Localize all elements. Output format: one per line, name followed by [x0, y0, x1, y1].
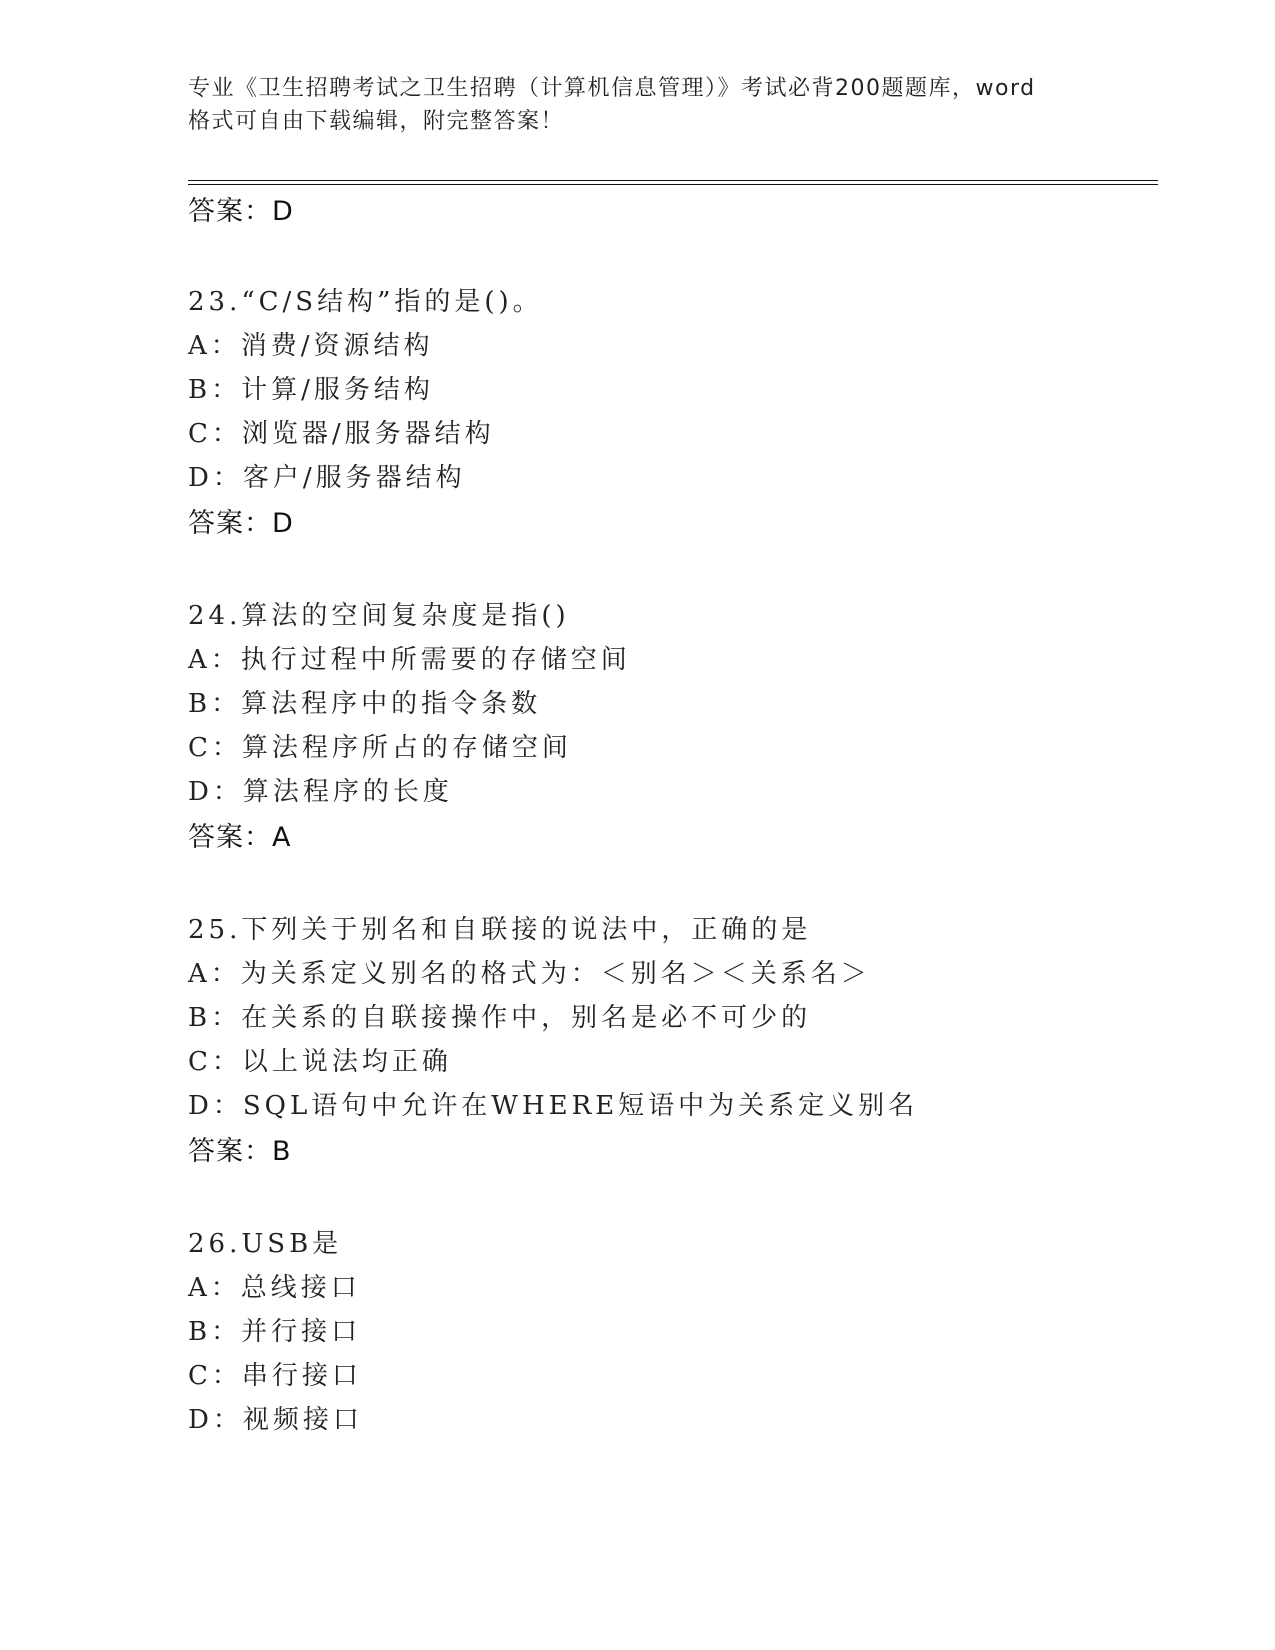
- question-24-answer: 答案：A: [188, 822, 292, 853]
- question-23-stem: 23.“C/S结构”指的是()。: [188, 287, 543, 317]
- question-23-option-c: C：浏览器/服务器结构: [188, 419, 495, 449]
- header-divider-top: [188, 180, 1158, 181]
- question-25-option-b: B：在关系的自联接操作中，别名是必不可少的: [188, 1003, 812, 1033]
- question-24-stem: 24.算法的空间复杂度是指(): [188, 601, 570, 631]
- question-25-answer: 答案：B: [188, 1136, 292, 1167]
- answer-prev: 答案：D: [188, 196, 294, 227]
- question-23-option-a: A：消费/资源结构: [188, 331, 434, 361]
- header-line-2: 格式可自由下载编辑，附完整答案！: [188, 109, 565, 134]
- question-25-option-a: A：为关系定义别名的格式为：＜别名＞＜关系名＞: [188, 959, 871, 989]
- question-26-option-a: A：总线接口: [188, 1273, 361, 1303]
- question-24-option-d: D：算法程序的长度: [188, 777, 453, 807]
- question-23-option-b: B：计算/服务结构: [188, 375, 434, 405]
- question-26-option-b: B：并行接口: [188, 1317, 362, 1347]
- question-25-stem: 25.下列关于别名和自联接的说法中，正确的是: [188, 915, 812, 945]
- question-26-option-c: C：串行接口: [188, 1361, 362, 1391]
- header-line-1: 专业《卫生招聘考试之卫生招聘（计算机信息管理）》考试必背200题题库，word: [188, 76, 1036, 101]
- question-26-stem: 26.USB是: [188, 1229, 343, 1259]
- question-24-option-b: B：算法程序中的指令条数: [188, 689, 542, 719]
- question-23-answer: 答案：D: [188, 508, 294, 539]
- question-25-option-c: C：以上说法均正确: [188, 1047, 452, 1077]
- question-23-option-d: D：客户/服务器结构: [188, 463, 466, 493]
- question-24-option-a: A：执行过程中所需要的存储空间: [188, 645, 631, 675]
- question-26-option-d: D：视频接口: [188, 1405, 363, 1435]
- header-divider-bottom: [188, 184, 1158, 185]
- document-header: [188, 72, 1088, 138]
- question-24-option-c: C：算法程序所占的存储空间: [188, 733, 572, 763]
- question-25-option-d: D：SQL语句中允许在WHERE短语中为关系定义别名: [188, 1091, 919, 1121]
